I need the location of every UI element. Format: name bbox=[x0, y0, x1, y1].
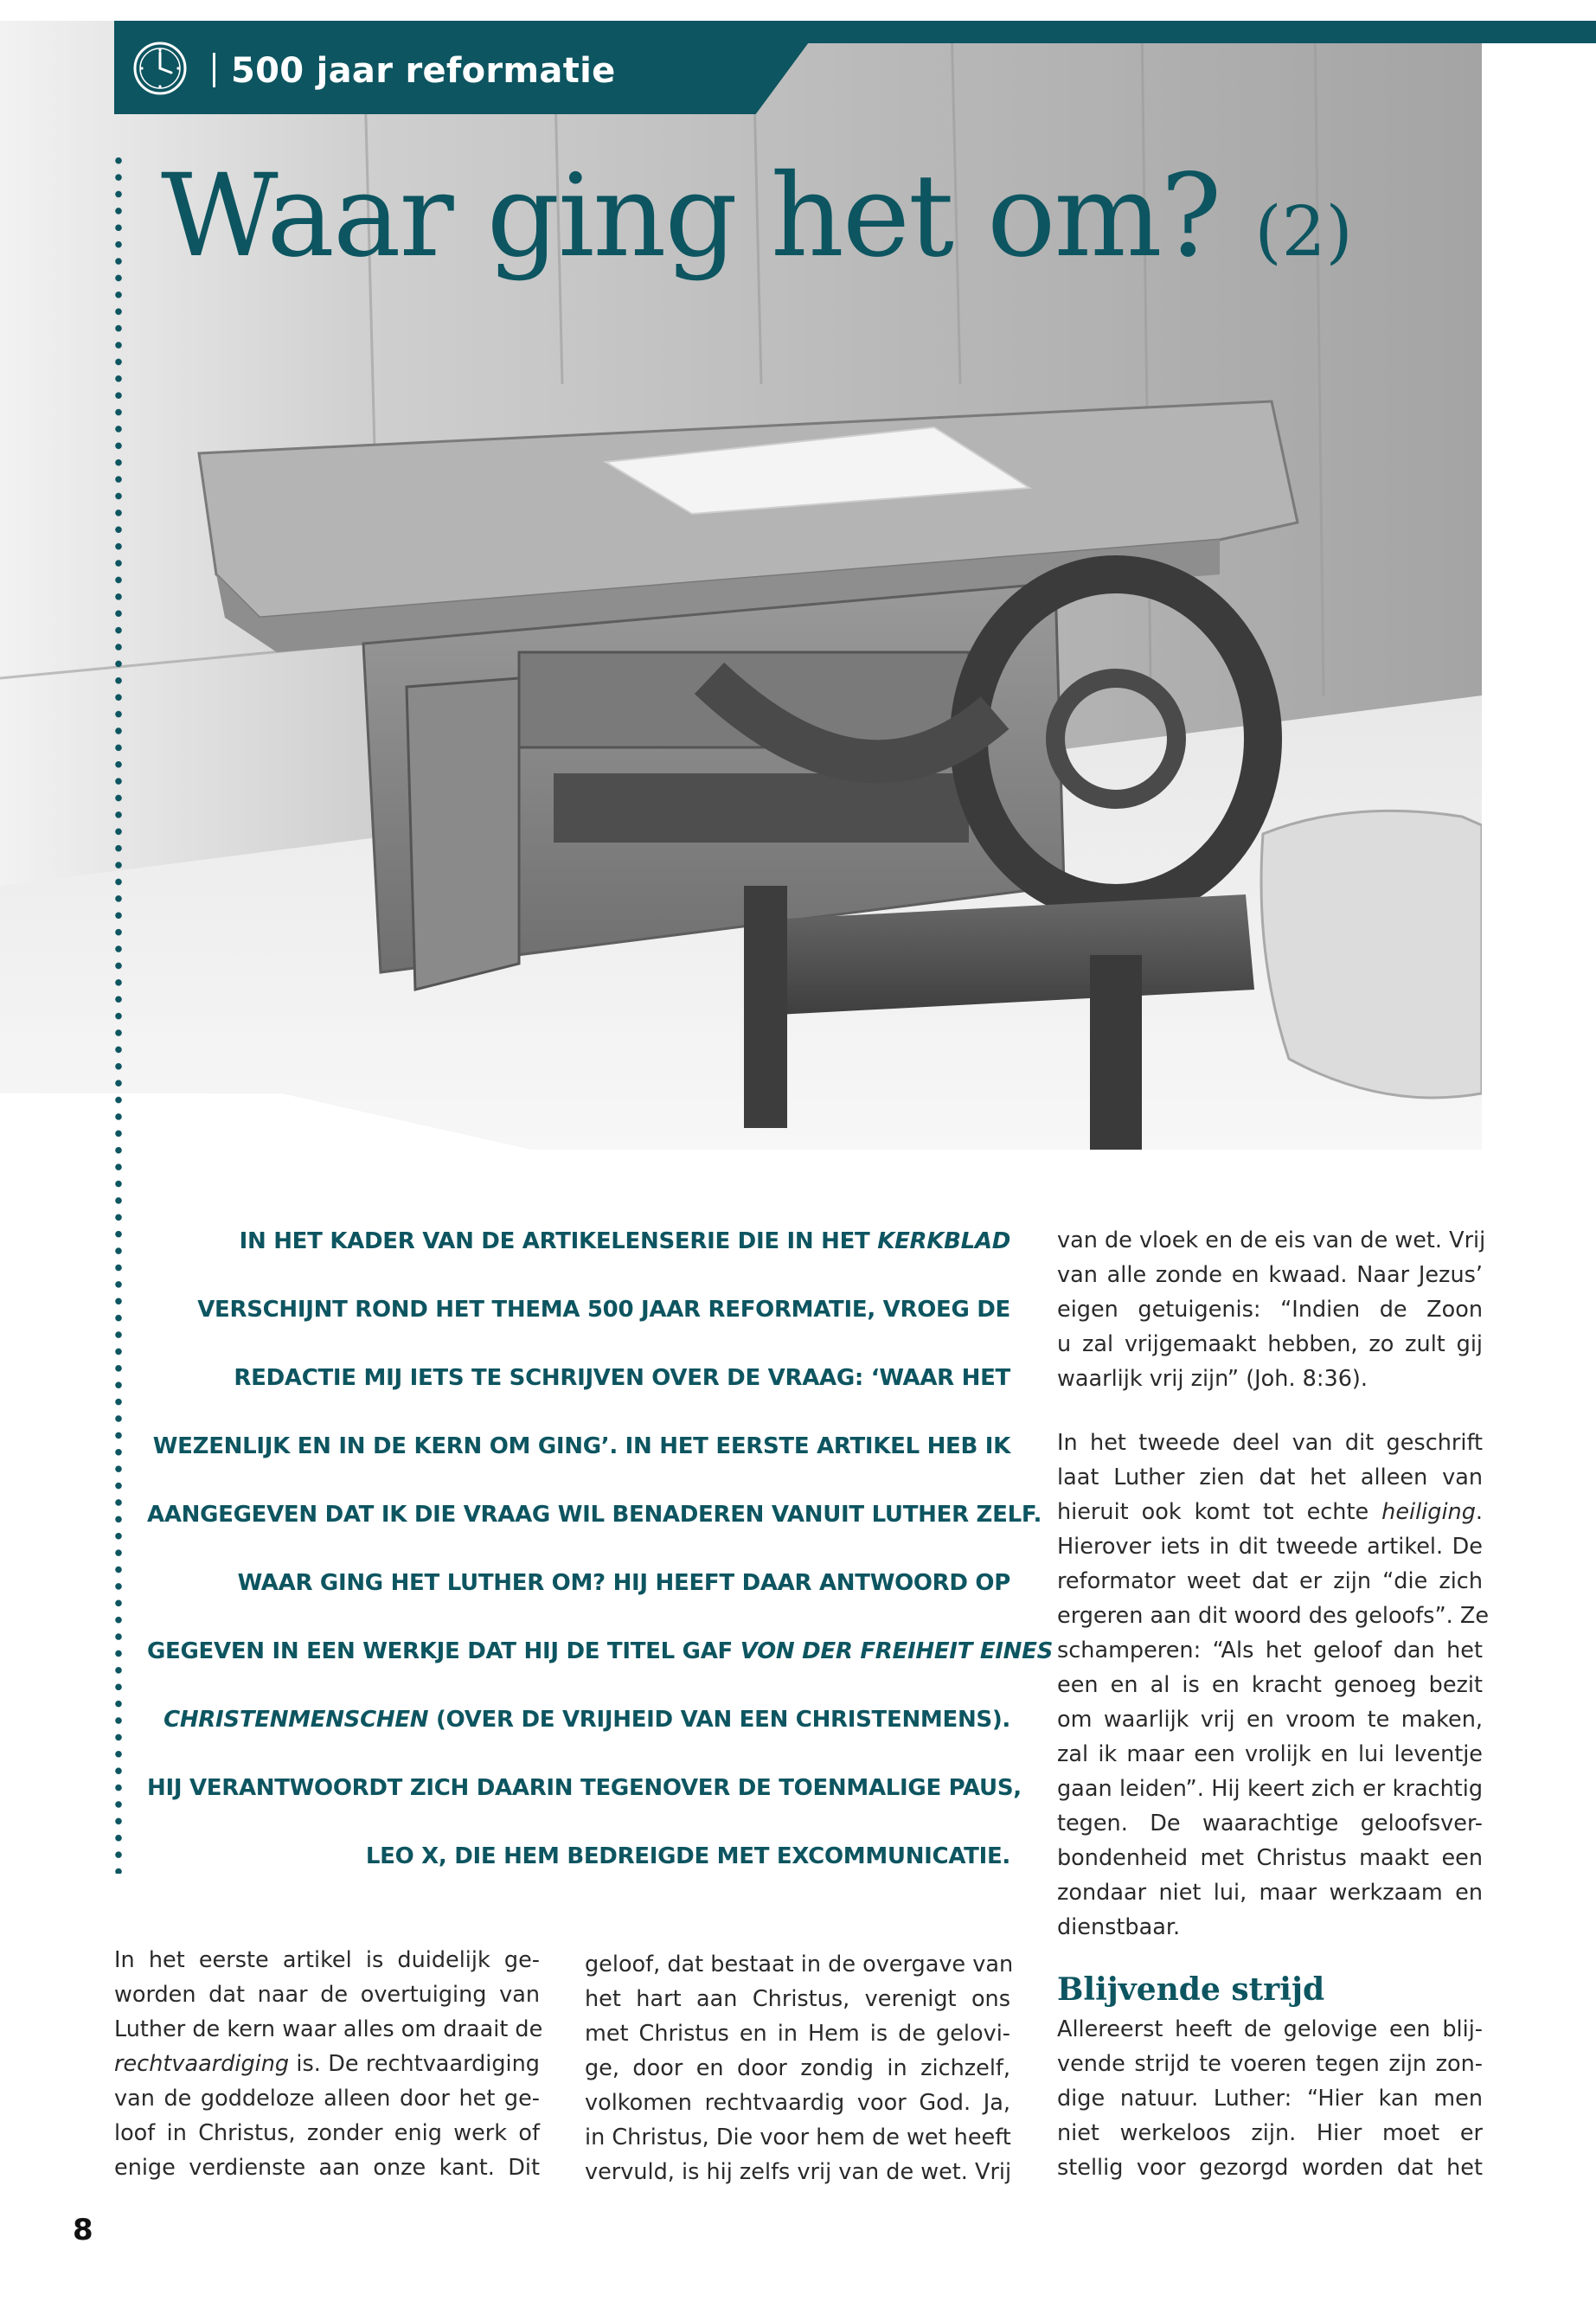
text-line bbox=[1057, 1737, 1483, 1772]
intro-text: (OVER DE VRIJHEID VAN EEN CHRISTENMENS). bbox=[428, 1707, 1010, 1733]
intro-text: VERSCHIJNT ROND HET THEMA 500 JAAR REFORMATIE, VROEG DE bbox=[197, 1297, 1010, 1323]
text-run: Hierover iets in dit tweede artikel. De bbox=[1057, 1534, 1483, 1560]
text-run: dige natuur. Luther: “Hier kan men bbox=[1057, 2086, 1483, 2112]
text-line bbox=[1057, 1460, 1483, 1495]
text-run: In het tweede deel van dit geschrift bbox=[1057, 1430, 1483, 1456]
text-line bbox=[1057, 1529, 1483, 1564]
text-run: stellig voor gezorgd worden dat het bbox=[1057, 2155, 1483, 2181]
text-line bbox=[114, 1977, 540, 2012]
dotted-rule bbox=[114, 152, 123, 1874]
column3-paragraph-1 bbox=[1057, 1223, 1486, 1396]
text-line bbox=[585, 2120, 1010, 2155]
section-label-text: 500 jaar reformatie bbox=[231, 51, 616, 91]
intro-italic: VON DER FREIHEIT EINES bbox=[740, 1638, 1054, 1664]
text-run: In het eerste artikel is duidelijk ge- bbox=[114, 1947, 540, 1973]
intro-italic: KERKBLAD bbox=[877, 1228, 1010, 1254]
title-text: Waar ging het om? bbox=[161, 150, 1221, 283]
text-run: in Christus, Die voor hem de wet heeft bbox=[585, 2125, 1011, 2150]
text-run: met Christus en in Hem is de gelovi- bbox=[585, 2021, 1010, 2047]
page-title bbox=[161, 147, 1353, 301]
label-divider bbox=[213, 53, 215, 87]
text-run: tegen. De waarachtige geloofsver- bbox=[1057, 1811, 1483, 1836]
text-run: u zal vrijgemaakt hebben, zo zult gij bbox=[1057, 1331, 1483, 1357]
text-run: waarlijk vrij zijn” (Joh. 8:36). bbox=[1057, 1366, 1368, 1392]
text-run: loof in Christus, zonder enig werk of bbox=[114, 2120, 540, 2146]
intro-line bbox=[147, 1631, 1054, 1700]
text-line bbox=[1057, 1495, 1483, 1529]
text-line bbox=[1057, 1841, 1483, 1875]
text-line bbox=[1057, 1633, 1483, 1668]
text-line bbox=[114, 2116, 540, 2150]
text-line bbox=[1057, 1362, 1483, 1396]
intro-line bbox=[147, 1221, 1010, 1290]
text-run: niet werkeloos zijn. Hier moet er bbox=[1057, 2120, 1483, 2146]
text-line bbox=[1057, 2081, 1483, 2116]
text-line bbox=[1057, 1599, 1490, 1633]
text-line bbox=[114, 2081, 540, 2116]
text-line bbox=[1057, 2116, 1483, 2150]
intro-text: REDACTIE MIJ IETS TE SCHRIJVEN OVER DE VRAAG: ‘WAAR HET bbox=[234, 1365, 1010, 1391]
subheading: Blijvende strijd bbox=[1057, 1971, 1325, 2008]
text-line bbox=[1057, 1910, 1483, 1945]
intro-text: LEO X, DIE HEM BEDREIGDE MET EXCOMMUNICATIE. bbox=[365, 1843, 1010, 1869]
intro-text: AANGEGEVEN DAT IK DIE VRAAG WIL BENADEREN VANUIT LUTHER ZELF. bbox=[147, 1502, 1042, 1528]
column3-paragraph-3 bbox=[1057, 2012, 1483, 2185]
text-line bbox=[1057, 1258, 1483, 1292]
text-run: zal ik maar een vrolijk en lui leventje bbox=[1057, 1741, 1483, 1767]
text-run: vervuld, is hij zelfs vrij van de wet. Vrij bbox=[585, 2159, 1012, 2185]
text-run: vende strijd te voeren tegen zijn zon- bbox=[1057, 2051, 1483, 2077]
intro-text: GEGEVEN IN EEN WERKJE DAT HIJ DE TITEL GAF bbox=[147, 1638, 740, 1664]
body-column-1 bbox=[114, 1943, 543, 2185]
intro-line bbox=[147, 1358, 1010, 1426]
text-run: reformator weet dat er zijn “die zich bbox=[1057, 1568, 1483, 1594]
intro-line bbox=[147, 1563, 1010, 1631]
page-number: 8 bbox=[73, 2213, 93, 2247]
text-run: ge, door en door zondig in zichzelf, bbox=[585, 2055, 1010, 2081]
text-line bbox=[585, 2016, 1010, 2051]
text-run: Allereerst heeft de gelovige een blij- bbox=[1057, 2016, 1483, 2042]
intro-line bbox=[147, 1290, 1010, 1358]
text-run: het hart aan Christus, verenigt ons bbox=[585, 1986, 1010, 2012]
text-run: van de vloek en de eis van de wet. Vrij bbox=[1057, 1227, 1486, 1253]
text-run: eigen getuigenis: “Indien de Zoon bbox=[1057, 1297, 1483, 1323]
text-run: een en al is en kracht genoeg bezit bbox=[1057, 1672, 1483, 1698]
text-line bbox=[1057, 1327, 1483, 1362]
text-line bbox=[1057, 1564, 1483, 1599]
text-line bbox=[114, 2150, 540, 2185]
text-line bbox=[1057, 1668, 1483, 1702]
intro-line bbox=[147, 1768, 1022, 1836]
text-run: Luther de kern waar alles om draait de bbox=[114, 2016, 543, 2042]
text-line bbox=[1057, 2150, 1483, 2185]
clock-icon bbox=[131, 40, 189, 97]
title-number: (2) bbox=[1254, 191, 1353, 272]
text-line bbox=[585, 2086, 1010, 2120]
text-line bbox=[585, 1982, 1010, 2016]
text-run: laat Luther zien dat het alleen van bbox=[1057, 1465, 1483, 1490]
text-run: van alle zonde en kwaad. Naar Jezus’ bbox=[1057, 1262, 1483, 1288]
intro-text: WAAR GING HET LUTHER OM? HIJ HEEFT DAAR ANTWOORD OP bbox=[237, 1570, 1010, 1596]
intro-line bbox=[147, 1426, 1010, 1495]
text-run: zondaar niet lui, maar werkzaam en bbox=[1057, 1880, 1483, 1906]
column3-paragraph-2 bbox=[1057, 1426, 1490, 1945]
text-line bbox=[1057, 1772, 1483, 1806]
text-line bbox=[1057, 1806, 1483, 1841]
intro-text: WEZENLIJK EN IN DE KERN OM GING’. IN HET EERSTE ARTIKEL HEB IK bbox=[152, 1433, 1010, 1459]
text-line bbox=[585, 1947, 1014, 1982]
text-line bbox=[1057, 1292, 1483, 1327]
text-run: van de goddeloze alleen door het ge- bbox=[114, 2086, 540, 2112]
section-label bbox=[213, 48, 616, 93]
text-run: hieruit ook komt tot echte bbox=[1057, 1499, 1382, 1525]
text-run: bondenheid met Christus maakt een bbox=[1057, 1845, 1483, 1871]
text-line bbox=[1057, 1223, 1486, 1258]
intro-line bbox=[147, 1836, 1010, 1905]
text-line bbox=[585, 2155, 1010, 2189]
text-line bbox=[114, 2047, 540, 2081]
italic-text: rechtvaardiging bbox=[114, 2051, 290, 2077]
body-column-2 bbox=[585, 1947, 1014, 2189]
text-run: is. De rechtvaardiging bbox=[289, 2051, 540, 2077]
text-run: geloof, dat bestaat in de overgave van bbox=[585, 1952, 1014, 1977]
text-line bbox=[1057, 2012, 1483, 2047]
intro-text: HIJ VERANTWOORDT ZICH DAARIN TEGENOVER DE TOENMALIGE PAUS, bbox=[147, 1775, 1022, 1801]
text-line bbox=[1057, 2047, 1483, 2081]
intro-text: IN HET KADER VAN DE ARTIKELENSERIE DIE IN HET bbox=[239, 1228, 878, 1254]
intro-lead bbox=[147, 1221, 1054, 1905]
text-run: worden dat naar de overtuiging van bbox=[114, 1982, 540, 2008]
italic-text: heiliging bbox=[1381, 1499, 1476, 1525]
body-column-3 bbox=[1057, 1223, 1490, 2185]
text-run: dienstbaar. bbox=[1057, 1914, 1181, 1940]
text-line bbox=[1057, 1426, 1483, 1460]
text-line bbox=[114, 1943, 540, 1977]
text-run: enige verdienste aan onze kant. Dit bbox=[114, 2155, 540, 2181]
text-run: om waarlijk vrij en vroom te maken, bbox=[1057, 1707, 1483, 1733]
text-run: volkomen rechtvaardig voor God. Ja, bbox=[585, 2090, 1010, 2116]
text-run: schamperen: “Als het geloof dan het bbox=[1057, 1638, 1483, 1663]
text-run: gaan leiden”. Hij keert zich er krachtig bbox=[1057, 1776, 1483, 1802]
text-line bbox=[1057, 1702, 1483, 1737]
intro-line bbox=[147, 1495, 1042, 1563]
intro-line bbox=[147, 1700, 1010, 1768]
intro-italic: CHRISTENMENSCHEN bbox=[163, 1707, 429, 1733]
text-line bbox=[114, 2012, 543, 2047]
text-run: . bbox=[1475, 1499, 1483, 1525]
text-line bbox=[1057, 1875, 1483, 1910]
text-run: ergeren aan dit woord des geloofs”. Ze bbox=[1057, 1603, 1490, 1629]
text-line bbox=[585, 2051, 1010, 2086]
